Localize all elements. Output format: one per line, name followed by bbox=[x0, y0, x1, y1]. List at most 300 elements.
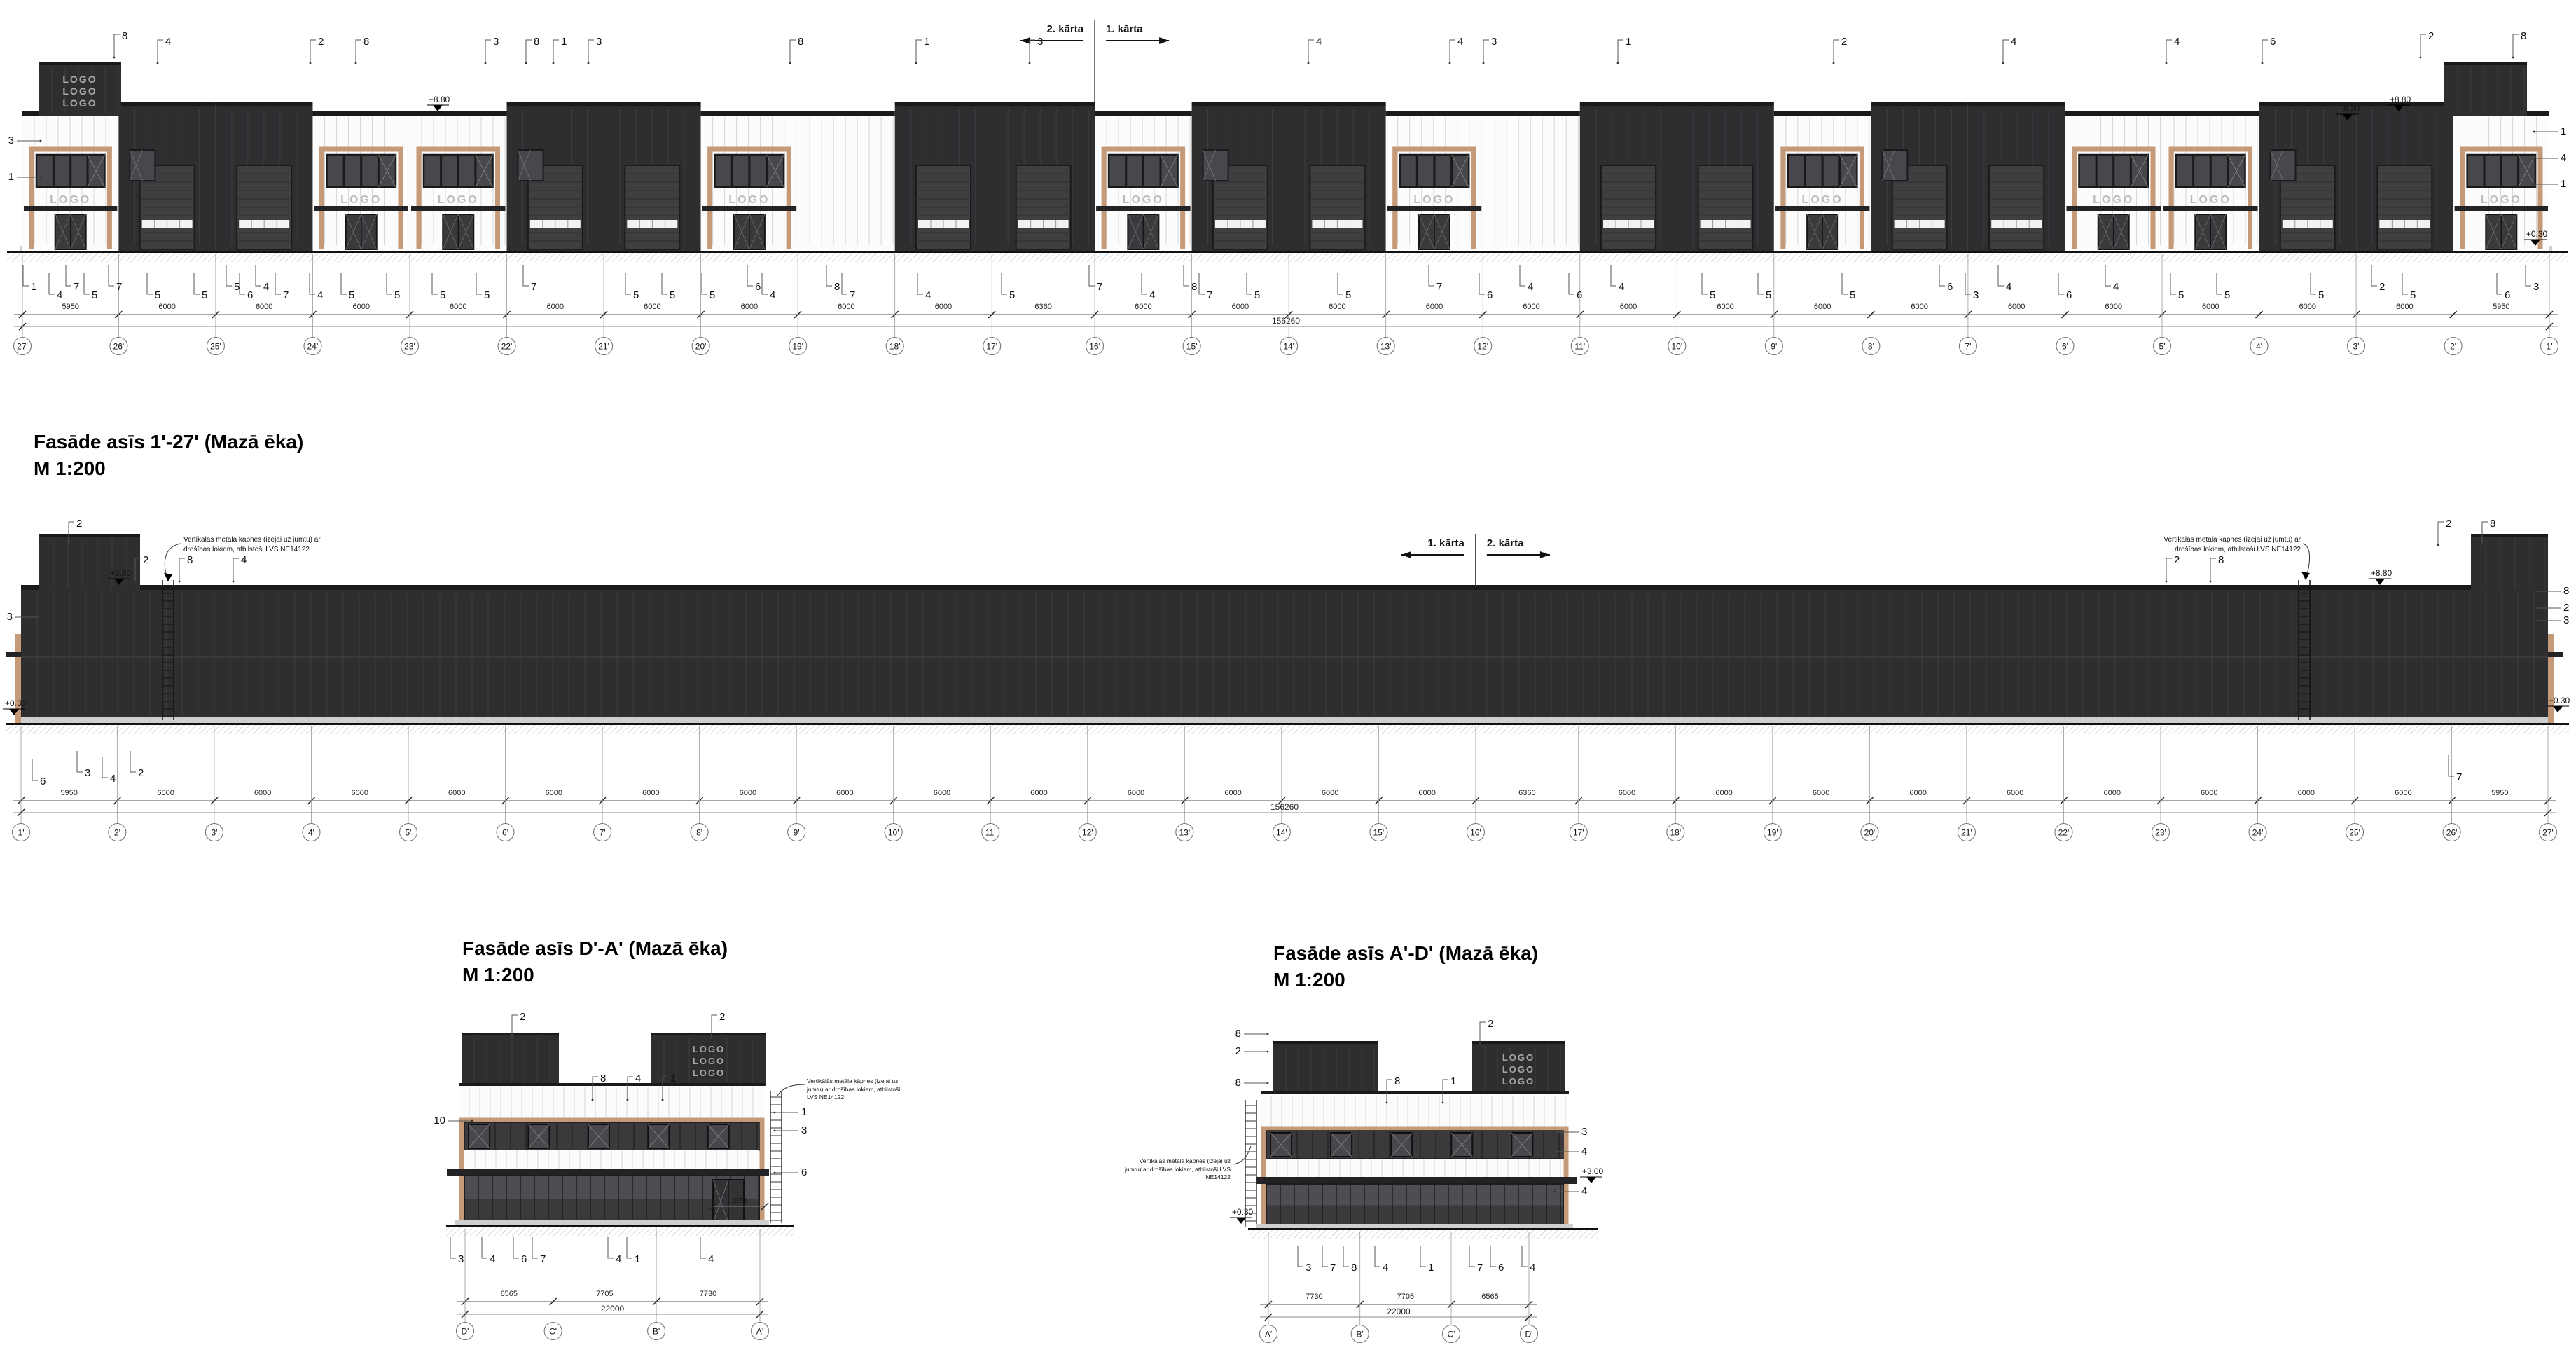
svg-text:6: 6 bbox=[1577, 289, 1583, 301]
callout-4 bbox=[917, 273, 931, 301]
svg-text:6: 6 bbox=[2505, 289, 2511, 301]
svg-text:22': 22' bbox=[2058, 827, 2070, 838]
axis-bubble-B' bbox=[648, 1323, 665, 1340]
svg-text:5: 5 bbox=[2410, 289, 2416, 301]
svg-text:6000: 6000 bbox=[254, 789, 272, 797]
axis-bubble-21' bbox=[1958, 824, 1975, 841]
svg-text:6360: 6360 bbox=[1034, 303, 1052, 311]
svg-text:6000: 6000 bbox=[2299, 303, 2317, 311]
svg-text:4: 4 bbox=[1528, 281, 1534, 293]
svg-text:14': 14' bbox=[1276, 827, 1287, 838]
svg-text:B': B' bbox=[1356, 1329, 1364, 1339]
svg-text:8': 8' bbox=[1867, 341, 1874, 352]
svg-text:18': 18' bbox=[889, 341, 901, 352]
svg-text:5: 5 bbox=[1766, 289, 1772, 301]
svg-text:12': 12' bbox=[1477, 341, 1489, 352]
callout-6 bbox=[2262, 36, 2276, 64]
svg-text:7: 7 bbox=[2456, 771, 2463, 783]
callout-8 bbox=[355, 36, 370, 64]
svg-text:3: 3 bbox=[458, 1253, 464, 1265]
callout-8 bbox=[525, 36, 540, 64]
svg-text:6000: 6000 bbox=[2396, 303, 2414, 311]
svg-text:2: 2 bbox=[1841, 36, 1848, 48]
svg-text:5: 5 bbox=[202, 289, 208, 301]
title-line1: Fasāde asīs A'-D' (Mazā ēka) bbox=[1273, 942, 1538, 964]
callout-4 bbox=[256, 265, 269, 293]
portal-window-band bbox=[2079, 155, 2148, 187]
svg-text:5950: 5950 bbox=[60, 789, 78, 797]
callout-5 bbox=[341, 273, 354, 301]
garage-door bbox=[625, 165, 679, 249]
elevation-A-D-drawing bbox=[1230, 1018, 1604, 1343]
svg-text:4: 4 bbox=[1149, 289, 1156, 301]
svg-text:3: 3 bbox=[2533, 281, 2540, 293]
axis-bubble-12' bbox=[1079, 824, 1096, 841]
title-scale: M 1:200 bbox=[462, 964, 534, 986]
axis-bubble-19' bbox=[1764, 824, 1781, 841]
svg-text:23': 23' bbox=[404, 341, 415, 352]
garage-door bbox=[1310, 165, 1364, 249]
svg-text:A': A' bbox=[756, 1326, 764, 1337]
svg-text:C': C' bbox=[1447, 1329, 1455, 1339]
svg-text:4: 4 bbox=[925, 289, 932, 301]
portal-window-band bbox=[1400, 155, 1469, 187]
svg-text:6': 6' bbox=[2061, 341, 2068, 352]
callout-7 bbox=[1322, 1246, 1336, 1274]
portal-window-band bbox=[36, 155, 104, 187]
svg-text:156260: 156260 bbox=[1270, 802, 1299, 812]
svg-text:1. kārta: 1. kārta bbox=[1106, 23, 1143, 35]
roof-signage-box bbox=[651, 1033, 766, 1086]
callout-5 bbox=[1247, 273, 1260, 301]
axis-bubble-10' bbox=[885, 824, 902, 841]
callout-5 bbox=[2170, 273, 2184, 301]
title-scale: M 1:200 bbox=[1273, 969, 1345, 991]
svg-text:7730: 7730 bbox=[1306, 1293, 1323, 1301]
svg-text:6000: 6000 bbox=[838, 303, 855, 311]
callout-4 bbox=[1308, 36, 1322, 64]
svg-text:6000: 6000 bbox=[158, 303, 176, 311]
callout-3 bbox=[1298, 1246, 1311, 1274]
signage-tower-left bbox=[39, 62, 121, 116]
svg-text:14': 14' bbox=[1283, 341, 1294, 352]
callout-1 bbox=[1420, 1246, 1434, 1274]
svg-text:B': B' bbox=[652, 1326, 660, 1337]
svg-text:6000: 6000 bbox=[1329, 303, 1346, 311]
svg-text:5: 5 bbox=[1345, 289, 1352, 301]
svg-text:8: 8 bbox=[1394, 1075, 1401, 1087]
callout-8 bbox=[179, 554, 193, 582]
axis-bubble-23' bbox=[401, 338, 418, 355]
svg-text:6: 6 bbox=[40, 776, 46, 787]
svg-text:1: 1 bbox=[561, 36, 567, 48]
svg-text:12': 12' bbox=[1081, 827, 1093, 838]
axis-bubble-20' bbox=[1861, 824, 1878, 841]
canopy bbox=[702, 206, 797, 211]
callout-6 bbox=[774, 1166, 808, 1178]
callout-5 bbox=[147, 273, 160, 301]
svg-text:6000: 6000 bbox=[351, 789, 368, 797]
garage-door bbox=[1601, 165, 1656, 249]
svg-text:6000: 6000 bbox=[1909, 789, 1927, 797]
callout-7 bbox=[109, 265, 122, 293]
callout-7 bbox=[1469, 1246, 1483, 1274]
svg-text:7705: 7705 bbox=[1397, 1293, 1415, 1301]
canopy bbox=[447, 1169, 769, 1176]
svg-text:6000: 6000 bbox=[1425, 303, 1443, 311]
axis-bubble-13' bbox=[1176, 824, 1193, 841]
svg-text:26': 26' bbox=[113, 341, 125, 352]
svg-text:7': 7' bbox=[599, 827, 606, 838]
axis-bubble-8' bbox=[691, 824, 708, 841]
callout-2 bbox=[1833, 36, 1848, 64]
svg-text:7: 7 bbox=[1330, 1262, 1336, 1274]
entrance-door bbox=[2098, 214, 2129, 249]
axis-bubble-25' bbox=[2346, 824, 2364, 841]
svg-text:5: 5 bbox=[709, 289, 716, 301]
callout-1 bbox=[553, 36, 567, 64]
callout-4 bbox=[49, 273, 62, 301]
svg-text:2: 2 bbox=[719, 1011, 726, 1023]
svg-text:23': 23' bbox=[2155, 827, 2166, 838]
svg-text:LOGO: LOGO bbox=[50, 194, 92, 206]
svg-text:4: 4 bbox=[2561, 152, 2567, 164]
svg-text:6000: 6000 bbox=[2395, 789, 2412, 797]
svg-text:8': 8' bbox=[696, 827, 703, 838]
entrance-door bbox=[2486, 214, 2516, 249]
svg-text:2': 2' bbox=[113, 827, 120, 838]
svg-text:5: 5 bbox=[92, 289, 98, 301]
callout-5 bbox=[625, 273, 639, 301]
svg-text:2: 2 bbox=[2446, 518, 2452, 530]
svg-text:6000: 6000 bbox=[934, 303, 953, 311]
garage-door bbox=[1016, 165, 1071, 249]
svg-text:8: 8 bbox=[363, 36, 370, 48]
axis-bubble-12' bbox=[1474, 338, 1492, 355]
callout-4 bbox=[1449, 36, 1464, 64]
axis-bubble-6' bbox=[497, 824, 514, 841]
svg-text:LOGO: LOGO bbox=[340, 194, 382, 206]
axis-bubble-25' bbox=[207, 338, 224, 355]
svg-text:6: 6 bbox=[755, 281, 761, 293]
svg-text:4: 4 bbox=[1619, 281, 1625, 293]
canopy bbox=[24, 206, 117, 211]
callout-5 bbox=[1338, 273, 1351, 301]
svg-text:27': 27' bbox=[2542, 827, 2554, 838]
callout-5 bbox=[1002, 273, 1015, 301]
svg-text:LOGO: LOGO bbox=[1502, 1076, 1535, 1087]
svg-text:4: 4 bbox=[241, 554, 247, 566]
callout-5 bbox=[702, 273, 715, 301]
svg-text:2: 2 bbox=[2563, 602, 2570, 614]
callout-4 bbox=[310, 273, 323, 301]
callout-5 bbox=[432, 273, 445, 301]
axis-bubble-4' bbox=[2250, 338, 2268, 355]
axis-grid bbox=[14, 254, 2558, 355]
axis-bubble-5' bbox=[2154, 338, 2171, 355]
svg-text:5: 5 bbox=[2224, 289, 2231, 301]
svg-text:3: 3 bbox=[85, 767, 91, 779]
axis-bubble-11' bbox=[982, 824, 999, 841]
svg-text:6000: 6000 bbox=[1715, 789, 1733, 797]
portal-window-band bbox=[424, 155, 493, 187]
svg-text:1: 1 bbox=[2561, 125, 2567, 137]
axis-bubble-17' bbox=[1570, 824, 1587, 841]
svg-text:5950: 5950 bbox=[2491, 789, 2509, 797]
callout-3 bbox=[588, 36, 602, 64]
callout-1 bbox=[915, 36, 930, 64]
svg-text:5: 5 bbox=[155, 289, 161, 301]
svg-text:5: 5 bbox=[484, 289, 490, 301]
callout-5 bbox=[1702, 273, 1715, 301]
callout-8 bbox=[113, 30, 128, 58]
axis-bubble-24' bbox=[2249, 824, 2266, 841]
axis-bubble-18' bbox=[1667, 824, 1684, 841]
callout-7 bbox=[523, 265, 536, 293]
svg-text:6000: 6000 bbox=[448, 789, 466, 797]
svg-text:4: 4 bbox=[165, 36, 172, 48]
svg-text:5: 5 bbox=[670, 289, 676, 301]
svg-text:LOGO: LOGO bbox=[2480, 194, 2522, 206]
title-elevation-A-D bbox=[1273, 940, 1538, 993]
svg-text:6565: 6565 bbox=[1481, 1293, 1499, 1301]
callout-4 bbox=[1375, 1246, 1388, 1274]
svg-text:25': 25' bbox=[210, 341, 221, 352]
svg-text:7: 7 bbox=[540, 1253, 546, 1265]
callout-8 bbox=[2210, 554, 2224, 582]
svg-text:5: 5 bbox=[349, 289, 355, 301]
ladder-note-elev2-right: Vertikālās metāla kāpnes (izejai uz jumtu) ar drošības lokiem, atbilstoši LVS NE14122 bbox=[2163, 536, 2301, 553]
svg-text:7705: 7705 bbox=[596, 1290, 614, 1298]
svg-text:17': 17' bbox=[986, 341, 998, 352]
svg-text:5': 5' bbox=[405, 827, 412, 838]
svg-text:+3.00: +3.00 bbox=[1581, 1166, 1604, 1176]
svg-text:22000: 22000 bbox=[1387, 1307, 1411, 1316]
callout-2 bbox=[1235, 1045, 1269, 1057]
axis-bubble-23' bbox=[2152, 824, 2170, 841]
garage-door bbox=[237, 165, 291, 249]
svg-text:8: 8 bbox=[1191, 281, 1198, 293]
callout-7 bbox=[1089, 265, 1102, 293]
svg-text:6000: 6000 bbox=[255, 303, 273, 311]
svg-text:6000: 6000 bbox=[1618, 789, 1636, 797]
svg-text:8: 8 bbox=[1235, 1028, 1241, 1040]
portal-window-band bbox=[2467, 155, 2535, 187]
svg-text:22000: 22000 bbox=[600, 1304, 625, 1314]
svg-text:3: 3 bbox=[1973, 289, 1979, 301]
callout-6 bbox=[747, 265, 761, 293]
axis-bubble-27' bbox=[2540, 824, 2557, 841]
callout-4 bbox=[233, 554, 247, 582]
svg-text:4: 4 bbox=[2011, 36, 2017, 48]
callout-7 bbox=[2449, 755, 2462, 783]
svg-text:1: 1 bbox=[635, 1253, 641, 1265]
svg-text:4: 4 bbox=[635, 1073, 642, 1084]
svg-text:9': 9' bbox=[793, 827, 800, 838]
title-elevation-1-27 bbox=[34, 429, 303, 482]
svg-text:6000: 6000 bbox=[546, 303, 565, 311]
axis-bubble-1' bbox=[13, 824, 30, 841]
svg-text:3: 3 bbox=[493, 36, 499, 48]
callout-3 bbox=[1483, 36, 1497, 64]
callout-3 bbox=[1965, 273, 1979, 301]
svg-text:5: 5 bbox=[440, 289, 446, 301]
svg-text:13': 13' bbox=[1380, 341, 1392, 352]
svg-text:5950: 5950 bbox=[62, 303, 79, 311]
portal-window-band bbox=[1109, 155, 1178, 187]
ladder-note-elevDA: Vertikālās metāla kāpnes (izejai uz jumtu) ar drošības lokiem, atbilstoši LVS NE14122 bbox=[807, 1077, 901, 1101]
callout-3 bbox=[77, 751, 90, 779]
svg-text:2: 2 bbox=[76, 518, 83, 530]
svg-text:15': 15' bbox=[1373, 827, 1385, 838]
svg-text:1: 1 bbox=[924, 36, 930, 48]
svg-text:6000: 6000 bbox=[1224, 789, 1242, 797]
svg-text:6000: 6000 bbox=[1127, 789, 1145, 797]
svg-text:6000: 6000 bbox=[1813, 303, 1831, 311]
svg-text:8: 8 bbox=[2521, 30, 2527, 42]
svg-text:6: 6 bbox=[247, 289, 254, 301]
callout-6 bbox=[513, 1237, 527, 1265]
callout-5 bbox=[2402, 273, 2416, 301]
svg-text:25': 25' bbox=[2349, 827, 2360, 838]
svg-text:6000: 6000 bbox=[1812, 789, 1830, 797]
axis-bubble-C' bbox=[1442, 1325, 1460, 1343]
svg-text:LOGO: LOGO bbox=[62, 97, 97, 109]
svg-text:16': 16' bbox=[1470, 827, 1481, 838]
svg-text:4: 4 bbox=[1383, 1262, 1389, 1274]
callout-5 bbox=[662, 273, 675, 301]
canopy bbox=[1256, 1177, 1577, 1184]
axis-bubble-18' bbox=[886, 338, 903, 355]
axis-bubble-C' bbox=[544, 1323, 562, 1340]
svg-text:8: 8 bbox=[798, 36, 804, 48]
entrance-door bbox=[1807, 214, 1838, 249]
svg-text:1: 1 bbox=[8, 171, 14, 183]
callout-3 bbox=[485, 36, 499, 64]
svg-text:2: 2 bbox=[1235, 1045, 1241, 1057]
canopy bbox=[2455, 206, 2548, 211]
svg-text:1: 1 bbox=[801, 1106, 808, 1118]
canopy bbox=[2163, 206, 2258, 211]
callout-5 bbox=[2311, 273, 2324, 301]
svg-text:156260: 156260 bbox=[1271, 316, 1301, 326]
svg-text:6000: 6000 bbox=[642, 789, 660, 797]
upper-window bbox=[1882, 150, 1907, 181]
svg-text:7: 7 bbox=[74, 281, 80, 293]
svg-text:7: 7 bbox=[1097, 281, 1103, 293]
roof-ladder bbox=[770, 1091, 782, 1223]
svg-text:8: 8 bbox=[600, 1073, 607, 1084]
callout-3 bbox=[450, 1237, 464, 1265]
svg-text:D': D' bbox=[1525, 1329, 1533, 1339]
callout-4 bbox=[1611, 265, 1624, 293]
svg-text:4': 4' bbox=[307, 827, 314, 838]
garage-door bbox=[1698, 165, 1753, 249]
axis-bubble-2' bbox=[109, 824, 126, 841]
svg-text:1': 1' bbox=[2546, 341, 2553, 352]
svg-text:7: 7 bbox=[1477, 1262, 1483, 1274]
callout-4 bbox=[1142, 273, 1155, 301]
svg-text:6000: 6000 bbox=[1911, 303, 1928, 311]
svg-text:4: 4 bbox=[57, 289, 63, 301]
callout-4 bbox=[608, 1237, 621, 1265]
svg-text:6565: 6565 bbox=[500, 1290, 518, 1298]
svg-text:6000: 6000 bbox=[2202, 303, 2220, 311]
svg-text:7: 7 bbox=[116, 281, 123, 293]
svg-text:6000: 6000 bbox=[1619, 303, 1637, 311]
title-scale: M 1:200 bbox=[34, 457, 106, 479]
svg-text:2. kārta: 2. kārta bbox=[1486, 537, 1524, 549]
svg-text:4': 4' bbox=[2256, 341, 2263, 352]
svg-text:LOGO: LOGO bbox=[728, 194, 770, 206]
svg-text:5: 5 bbox=[234, 281, 240, 293]
svg-text:LOGO: LOGO bbox=[62, 74, 97, 85]
entrance-door bbox=[2195, 214, 2226, 249]
phase-boundary bbox=[1020, 20, 1169, 105]
elevation-D-A-drawing bbox=[434, 1011, 807, 1340]
entrance-door bbox=[1128, 214, 1158, 249]
svg-text:LOGO: LOGO bbox=[1801, 194, 1843, 206]
svg-text:3': 3' bbox=[211, 827, 218, 838]
upper-window bbox=[130, 150, 155, 181]
svg-text:16': 16' bbox=[1089, 341, 1100, 352]
svg-text:21': 21' bbox=[598, 341, 609, 352]
callout-5 bbox=[1842, 273, 1855, 301]
callout-2 bbox=[2166, 554, 2180, 582]
garage-door bbox=[2377, 165, 2432, 249]
svg-text:6000: 6000 bbox=[1717, 303, 1734, 311]
callout-5 bbox=[1758, 273, 1771, 301]
svg-text:4: 4 bbox=[263, 281, 270, 293]
svg-text:2': 2' bbox=[2450, 341, 2457, 352]
svg-text:6: 6 bbox=[1947, 281, 1953, 293]
svg-text:7730: 7730 bbox=[699, 1290, 717, 1298]
svg-text:6000: 6000 bbox=[644, 303, 661, 311]
callout-8 bbox=[1235, 1077, 1269, 1089]
svg-text:+0.30: +0.30 bbox=[2526, 229, 2548, 239]
axis-bubble-20' bbox=[692, 338, 709, 355]
svg-text:4: 4 bbox=[616, 1253, 622, 1265]
canopy bbox=[1775, 206, 1870, 211]
svg-text:19': 19' bbox=[792, 341, 803, 352]
svg-text:3': 3' bbox=[2353, 341, 2360, 352]
callout-7 bbox=[532, 1237, 546, 1265]
svg-text:6: 6 bbox=[801, 1166, 808, 1178]
svg-text:6000: 6000 bbox=[1030, 789, 1048, 797]
axis-bubble-5' bbox=[399, 824, 417, 841]
svg-text:7: 7 bbox=[1207, 289, 1213, 301]
axis-bubble-22' bbox=[2055, 824, 2072, 841]
axis-bubble-14' bbox=[1280, 338, 1298, 355]
svg-text:8: 8 bbox=[2218, 554, 2224, 566]
callout-8 bbox=[2512, 30, 2527, 58]
upper-window bbox=[1203, 150, 1228, 181]
level-marker bbox=[1580, 1166, 1604, 1183]
callout-4 bbox=[762, 273, 775, 301]
svg-text:3: 3 bbox=[1491, 36, 1497, 48]
svg-text:3: 3 bbox=[596, 36, 602, 48]
svg-text:5: 5 bbox=[394, 289, 401, 301]
svg-text:5: 5 bbox=[1009, 289, 1016, 301]
svg-text:8: 8 bbox=[1351, 1262, 1357, 1274]
svg-text:3: 3 bbox=[1581, 1126, 1588, 1138]
svg-text:LOGO: LOGO bbox=[692, 1068, 726, 1078]
axis-bubble-24' bbox=[304, 338, 321, 355]
svg-text:4: 4 bbox=[1581, 1145, 1588, 1157]
svg-text:8: 8 bbox=[2490, 518, 2496, 530]
title-line1: Fasāde asīs D'-A' (Mazā ēka) bbox=[462, 937, 728, 959]
axis-bubble-3' bbox=[205, 824, 223, 841]
